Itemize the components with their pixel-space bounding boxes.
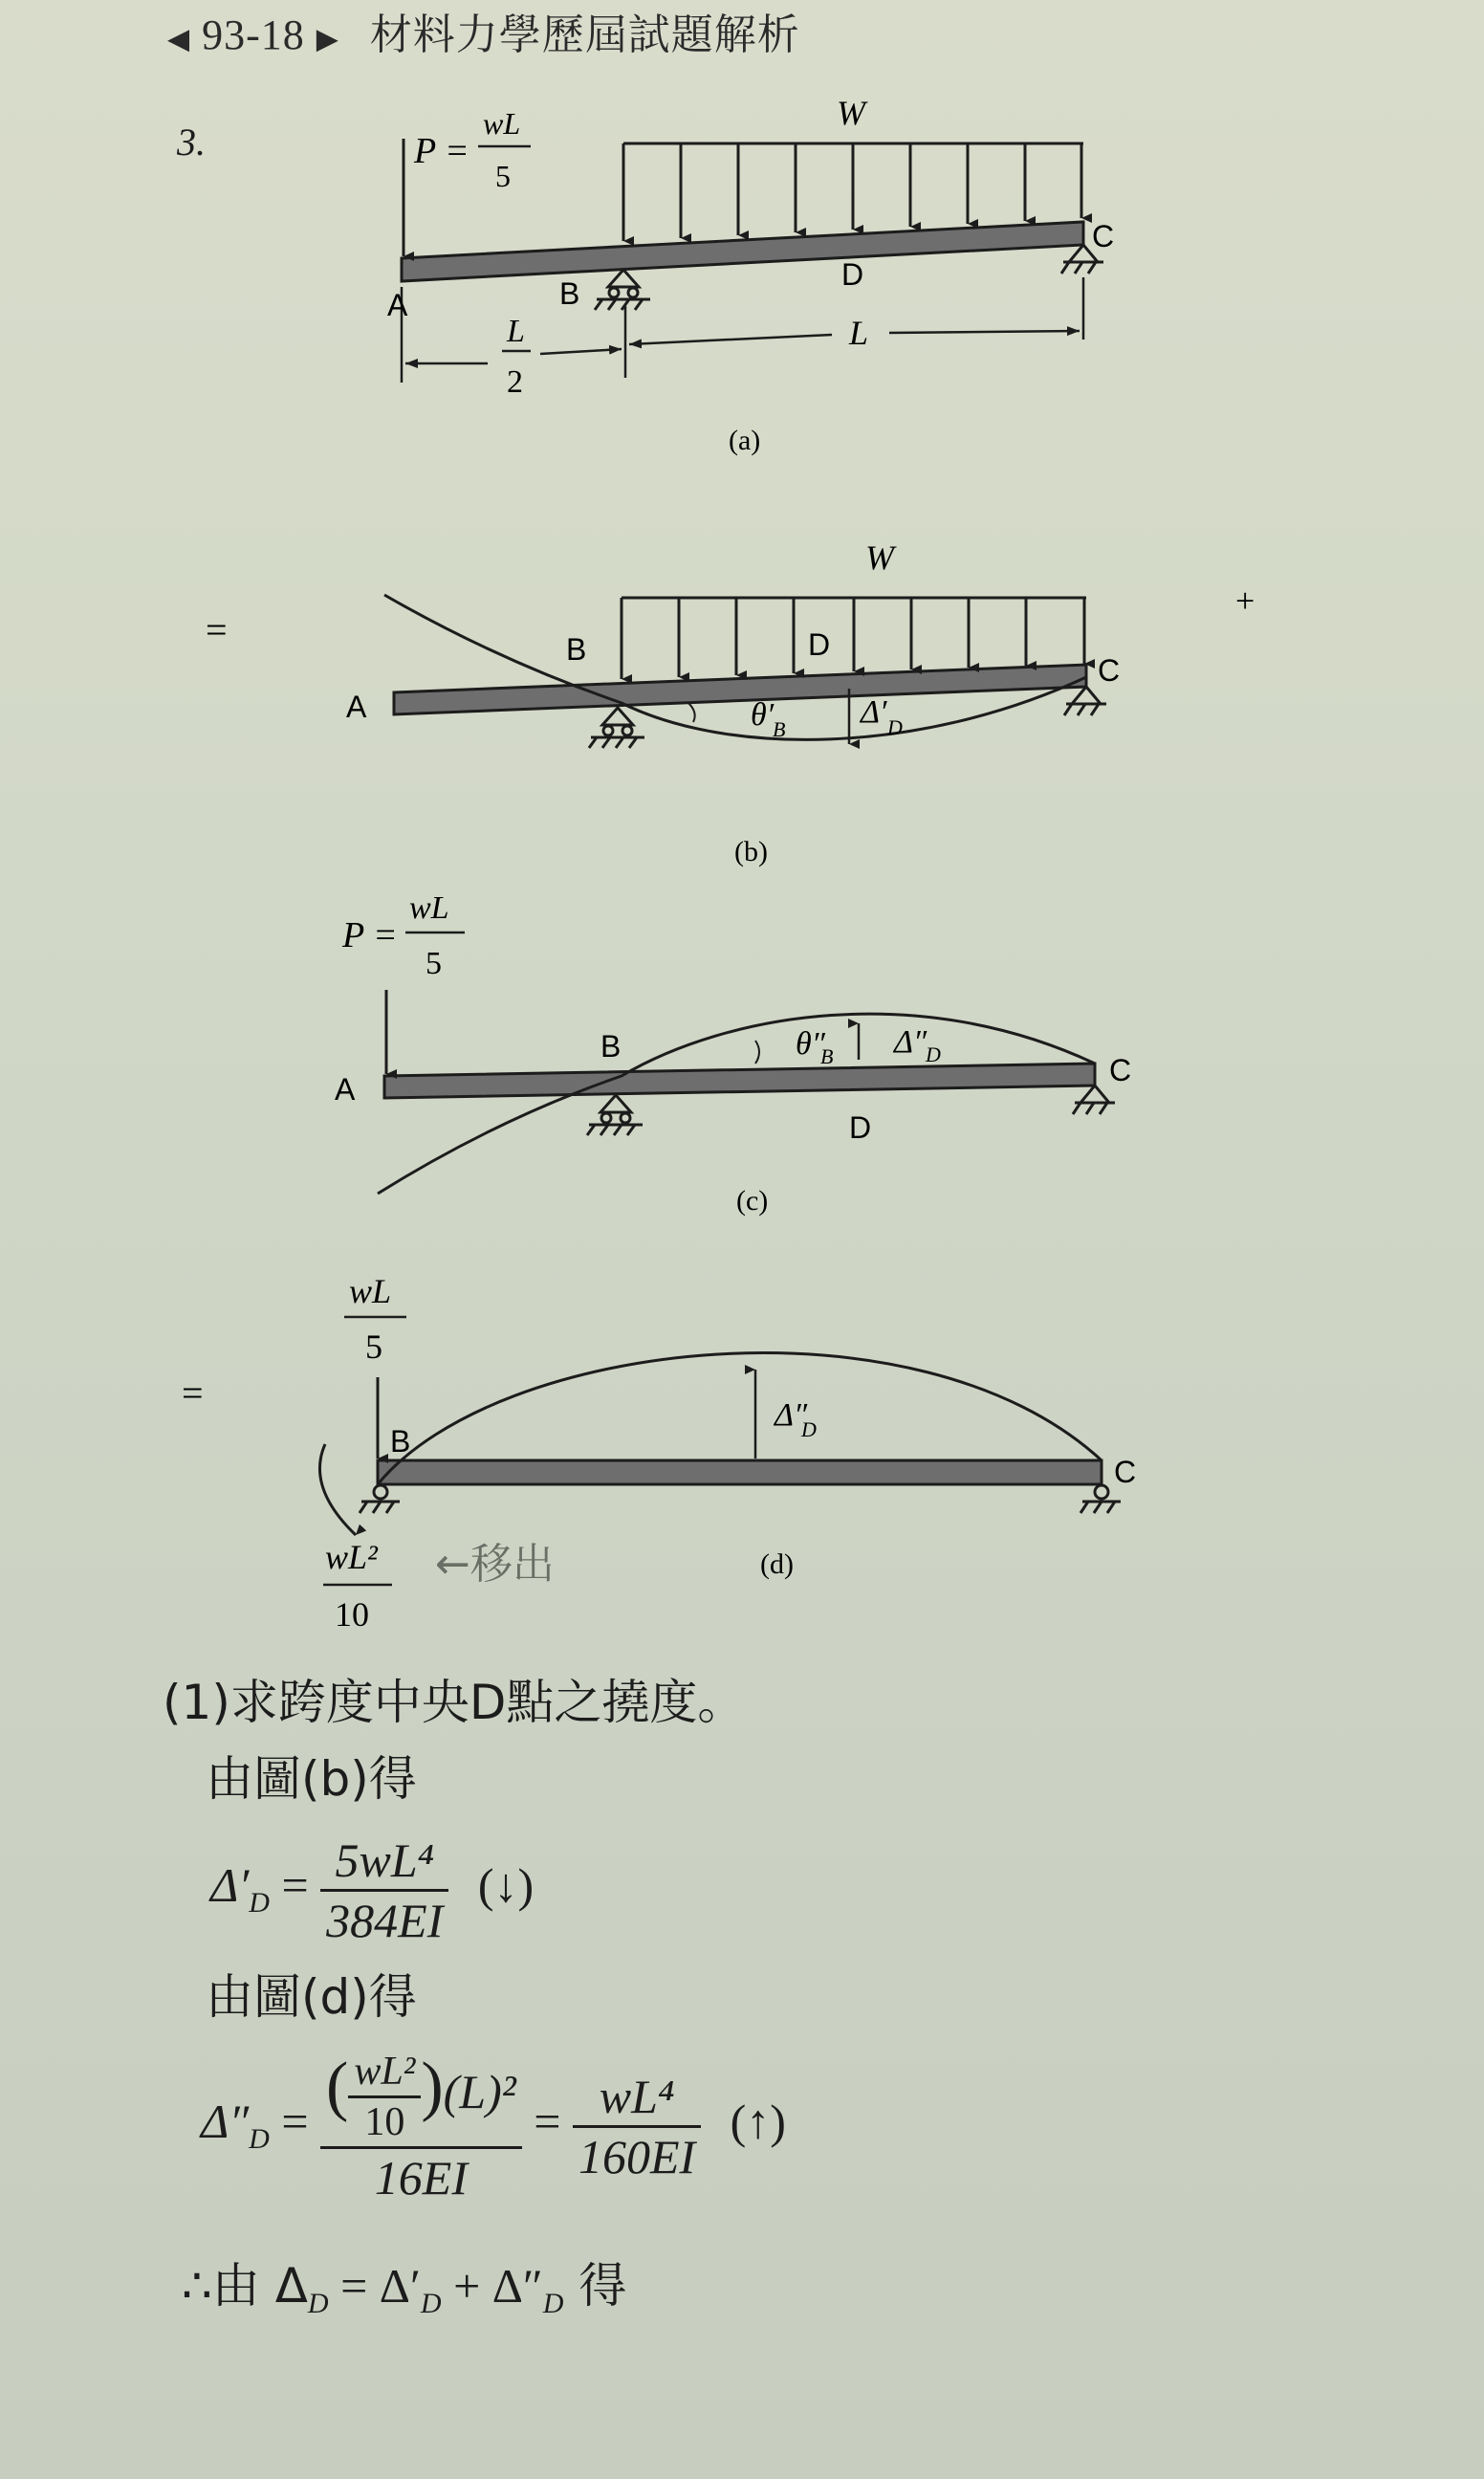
theta-arc-b bbox=[688, 703, 695, 722]
conclusion-sub2: D bbox=[420, 2288, 442, 2319]
equals-b: = bbox=[206, 608, 228, 651]
delta-label-d: Δ″ bbox=[775, 1397, 808, 1433]
delta-label-b: Δ′ bbox=[861, 694, 887, 730]
dimension-lines-a bbox=[402, 277, 1083, 383]
eq1-lhs-sub: D bbox=[249, 1886, 270, 1919]
eq2-inner-num: wL² bbox=[348, 2048, 421, 2098]
caption-c: (c) bbox=[736, 1185, 769, 1217]
beam-a bbox=[402, 222, 1083, 281]
theta-sub-b: B bbox=[773, 717, 786, 741]
eq1-direction: (↓) bbox=[477, 1857, 535, 1912]
delta-label-c: Δ″ bbox=[894, 1024, 928, 1060]
eq2-lhs-sub: D bbox=[249, 2123, 270, 2156]
problem-number: 3. bbox=[177, 121, 206, 164]
dim-left-den-a: 2 bbox=[507, 364, 523, 400]
conclusion-end: 得 bbox=[563, 2258, 627, 2314]
pin-support-C-c bbox=[1073, 1086, 1115, 1114]
moment-den-d: 10 bbox=[335, 1595, 369, 1634]
caption-a: (a) bbox=[729, 425, 761, 456]
dim-left-num-a: L bbox=[507, 314, 525, 349]
theta-sub-c: B bbox=[820, 1044, 834, 1068]
theta-label-b: θ′ bbox=[751, 697, 775, 733]
label-D-a: D bbox=[841, 257, 864, 292]
caption-d: (d) bbox=[760, 1548, 794, 1580]
label-P-num-a: wL bbox=[483, 106, 521, 141]
figure-c bbox=[335, 890, 1131, 1217]
conclusion-mid: = Δ′ bbox=[328, 2259, 421, 2313]
page-ref: 93-18 bbox=[202, 11, 305, 58]
label-D-b: D bbox=[808, 627, 831, 662]
label-W-b: W bbox=[865, 538, 894, 577]
figure-a bbox=[387, 94, 1114, 456]
eq2-inner-frac bbox=[348, 2048, 421, 2147]
force-num-d: wL bbox=[349, 1272, 392, 1310]
eq2-rhs-fraction bbox=[573, 2068, 701, 2185]
prev-triangle-icon: ◀ bbox=[167, 23, 191, 55]
eq2-num: ( $\frac{\text{wL²}}{10}$ )(L)² bbox=[320, 2047, 522, 2149]
label-P-den-c: 5 bbox=[426, 946, 442, 981]
eq1-num: 5wL⁴ bbox=[320, 1832, 448, 1892]
label-A-b: A bbox=[346, 690, 367, 724]
conclusion-line bbox=[182, 2257, 626, 2321]
caption-b: (b) bbox=[734, 836, 768, 867]
plus-b: + bbox=[1235, 581, 1255, 620]
label-D-c: D bbox=[849, 1110, 872, 1145]
eq2-inner-den: 10 bbox=[364, 2100, 405, 2145]
book-title: 材料力學歷屆試題解析 bbox=[369, 11, 800, 59]
label-C-d: C bbox=[1114, 1455, 1137, 1489]
roller-support-B-c bbox=[587, 1095, 643, 1135]
deflection-curve-c bbox=[378, 1014, 1095, 1194]
dim-right-a: L bbox=[849, 314, 869, 352]
delta-sub-c: D bbox=[926, 1042, 941, 1066]
conclusion-start: ∴由 Δ bbox=[182, 2258, 308, 2314]
label-P-a: P = bbox=[414, 131, 469, 171]
label-P-c: P = bbox=[342, 915, 398, 955]
eq1-den: 384EI bbox=[326, 1894, 444, 1947]
eq1-lhs: Δ′ bbox=[210, 1857, 250, 1912]
next-triangle-icon: ▶ bbox=[316, 23, 339, 55]
roller-support-B-a bbox=[595, 270, 650, 310]
label-C-b: C bbox=[1098, 653, 1121, 688]
label-A-c: A bbox=[335, 1072, 356, 1107]
delta-sub-b: D bbox=[887, 715, 903, 739]
roller-support-B-b bbox=[589, 708, 644, 748]
pin-support-C-b bbox=[1064, 687, 1106, 715]
force-den-d: 5 bbox=[365, 1327, 382, 1366]
moment-arrow-d bbox=[319, 1444, 356, 1535]
label-P-den-a: 5 bbox=[495, 159, 511, 193]
theta-arc-c bbox=[755, 1041, 759, 1064]
label-P-num-c: wL bbox=[409, 890, 449, 926]
equation-2: $\Delta''_D$ = ( $\frac{\text{wL²}}{10}$ )(L)² 16EI = $\frac{\text{wL⁴}}{160EI}$ (↑) bbox=[201, 2047, 786, 2206]
figure-d bbox=[182, 1272, 1136, 1634]
label-C-c: C bbox=[1109, 1053, 1132, 1087]
eq2-tail: (L)² bbox=[443, 2065, 516, 2118]
label-C-a: C bbox=[1092, 219, 1115, 253]
eq1-fraction bbox=[320, 1832, 448, 1949]
conclusion-sub3: D bbox=[542, 2288, 564, 2319]
beam-c bbox=[384, 1064, 1095, 1098]
beam-b bbox=[394, 665, 1086, 714]
label-B-b: B bbox=[566, 632, 587, 667]
equals-d: = bbox=[182, 1371, 204, 1415]
conclusion-sub: D bbox=[307, 2288, 329, 2319]
eq2-rhs-den: 160EI bbox=[578, 2130, 696, 2184]
eq2-direction: (↑) bbox=[730, 2095, 786, 2149]
eq2-rhs-num: wL⁴ bbox=[573, 2068, 701, 2128]
label-W-a: W bbox=[837, 94, 865, 132]
conclusion-mid2: + Δ″ bbox=[441, 2259, 543, 2313]
step1-text: (1)求跨度中央D點之撓度。 bbox=[163, 1675, 746, 1730]
handwritten-note-d: ←移出 bbox=[435, 1540, 555, 1589]
label-B-d: B bbox=[390, 1424, 411, 1459]
beam-d bbox=[378, 1460, 1102, 1484]
eq2-lhs: Δ″ bbox=[201, 2095, 250, 2149]
from-b-text: 由圖(b)得 bbox=[206, 1751, 417, 1807]
eq2-fraction bbox=[320, 2047, 522, 2206]
eq2-den: 16EI bbox=[374, 2151, 468, 2205]
equation-1: $\Delta'_D$ = $\frac{\text{5wL⁴}}{384EI}$ (↓) bbox=[210, 1833, 535, 1947]
pin-support-B-d bbox=[360, 1485, 400, 1513]
pin-support-C-d bbox=[1080, 1485, 1121, 1513]
label-B-c: B bbox=[600, 1029, 622, 1064]
delta-sub-d: D bbox=[801, 1417, 817, 1441]
moment-num-d: wL² bbox=[325, 1538, 378, 1576]
label-B-a: B bbox=[559, 276, 580, 311]
label-A-a: A bbox=[387, 288, 408, 322]
from-d-text: 由圖(d)得 bbox=[206, 1969, 417, 2025]
figure-b bbox=[206, 538, 1255, 867]
theta-label-c: θ″ bbox=[796, 1026, 825, 1062]
